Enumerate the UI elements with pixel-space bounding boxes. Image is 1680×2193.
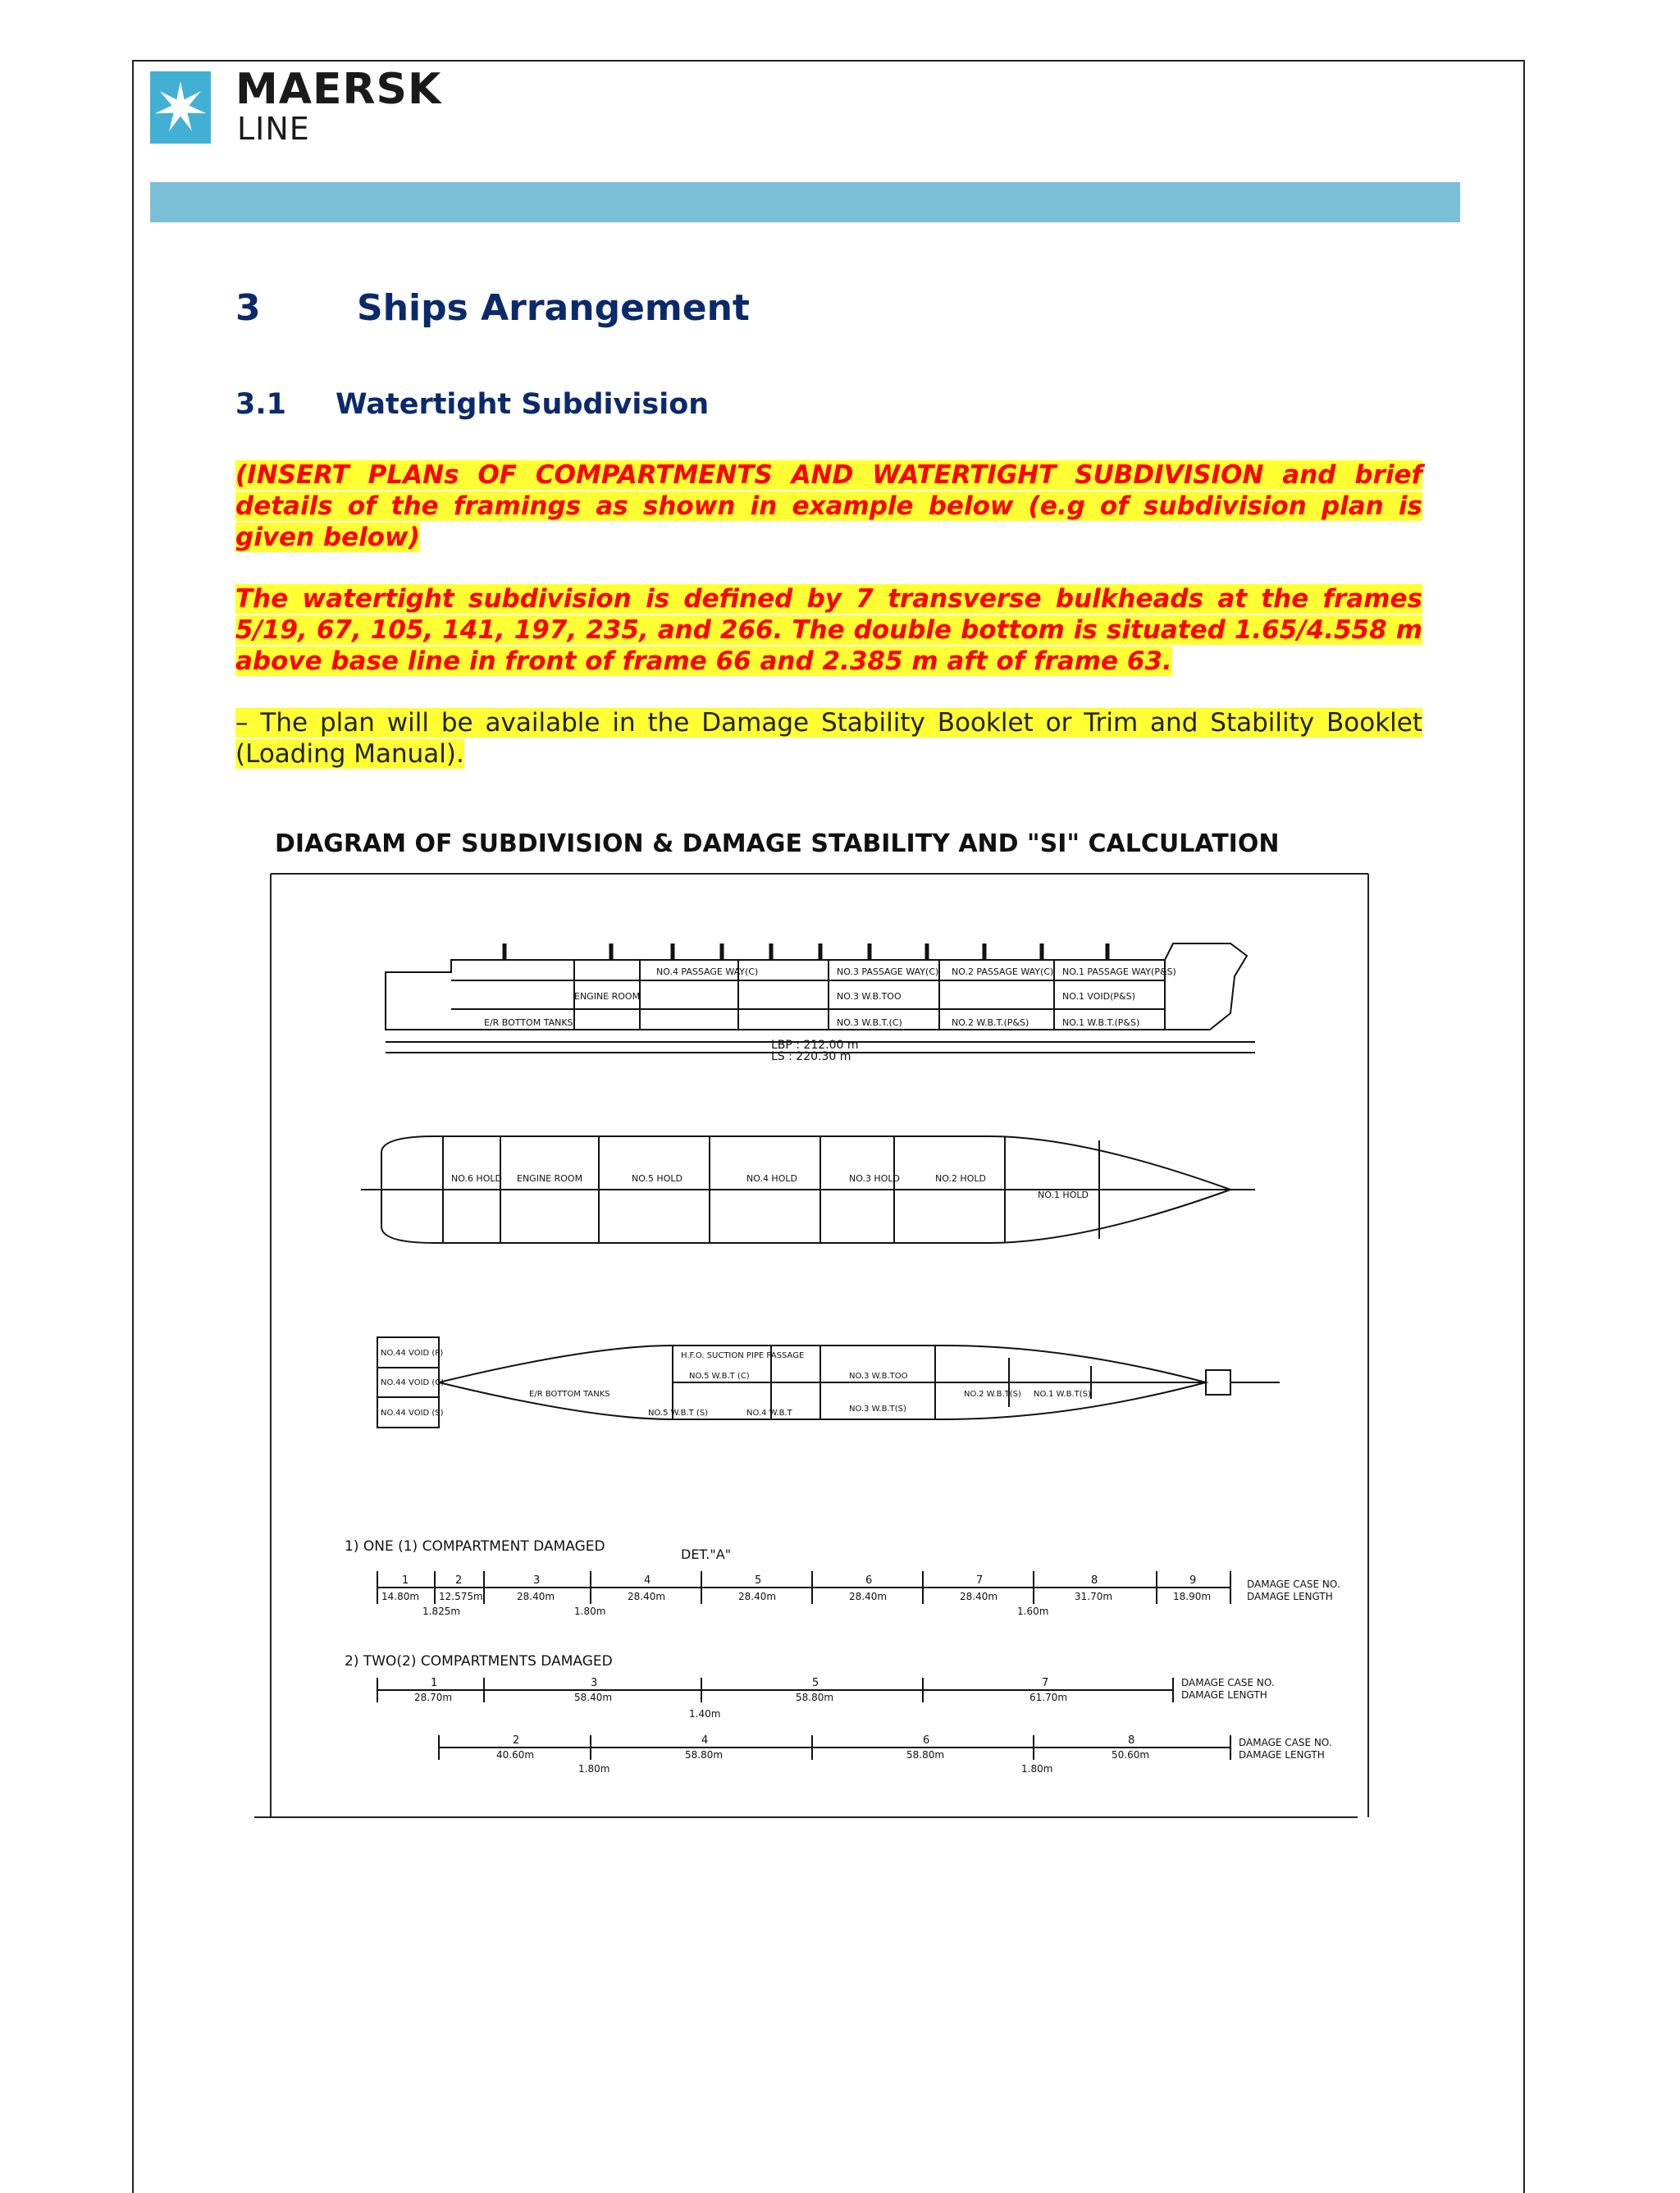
svg-text:NO.4 PASSAGE WAY(C): NO.4 PASSAGE WAY(C) bbox=[656, 966, 759, 977]
svg-text:50.60m: 50.60m bbox=[1112, 1749, 1150, 1761]
svg-text:NO.3 PASSAGE WAY(C): NO.3 PASSAGE WAY(C) bbox=[837, 966, 939, 977]
svg-text:5: 5 bbox=[812, 1677, 819, 1689]
svg-text:28.40m: 28.40m bbox=[517, 1591, 555, 1602]
svg-text:NO.1 VOID(P&S): NO.1 VOID(P&S) bbox=[1062, 991, 1135, 1002]
svg-text:1: 1 bbox=[431, 1677, 438, 1689]
svg-text:NO.5 W.B.T (S): NO.5 W.B.T (S) bbox=[648, 1409, 709, 1418]
svg-text:ENGINE ROOM: ENGINE ROOM bbox=[517, 1173, 583, 1184]
subdivision-description: The watertight subdivision is defined by 7 transverse bulkheads at the frames 5/19, 67, 105, 141, 197, 235, and 266. The double bottom is situated 1.65/4.558 m above base line in front of frame 66 and 2.385 m aft of frame 63. bbox=[235, 584, 1422, 676]
subdivision-diagram bbox=[246, 812, 1378, 1830]
svg-text:1.60m: 1.60m bbox=[1017, 1606, 1049, 1617]
two-compartments-cases bbox=[431, 1677, 1134, 1747]
svg-text:6: 6 bbox=[865, 1574, 873, 1587]
svg-text:58.80m: 58.80m bbox=[685, 1749, 724, 1761]
one-compartment-lengths bbox=[381, 1591, 1211, 1617]
svg-text:40.60m: 40.60m bbox=[496, 1749, 535, 1761]
svg-text:1: 1 bbox=[402, 1574, 409, 1587]
section-title: Ships Arrangement bbox=[357, 287, 750, 329]
svg-text:NO.3 W.B.TOO: NO.3 W.B.TOO bbox=[837, 991, 902, 1002]
svg-text:28.40m: 28.40m bbox=[960, 1591, 998, 1602]
two-compartments-bars bbox=[377, 1678, 1230, 1760]
svg-text:NO.2 PASSAGE WAY(C): NO.2 PASSAGE WAY(C) bbox=[952, 966, 1054, 977]
svg-text:NO.1 W.B.T(S): NO.1 W.B.T(S) bbox=[1034, 1390, 1091, 1399]
two-compartments-label: 2) TWO(2) COMPARTMENTS DAMAGED bbox=[345, 1653, 613, 1670]
svg-text:14.80m: 14.80m bbox=[381, 1591, 420, 1602]
ship-plan-holds bbox=[361, 1136, 1255, 1243]
svg-text:7: 7 bbox=[976, 1574, 984, 1587]
svg-text:5: 5 bbox=[755, 1574, 762, 1587]
svg-text:NO.5 W.B.T (C): NO.5 W.B.T (C) bbox=[689, 1372, 750, 1381]
diagram-title: DIAGRAM OF SUBDIVISION & DAMAGE STABILITY AND "SI" CALCULATION bbox=[275, 829, 1280, 858]
two-damage-case-label-b: DAMAGE CASE NO. bbox=[1239, 1737, 1332, 1748]
svg-text:28.40m: 28.40m bbox=[628, 1591, 666, 1602]
svg-text:9: 9 bbox=[1189, 1574, 1197, 1587]
svg-text:NO.1 W.B.T.(P&S): NO.1 W.B.T.(P&S) bbox=[1062, 1017, 1140, 1028]
svg-text:NO.2 W.B.T(S): NO.2 W.B.T(S) bbox=[964, 1390, 1021, 1399]
star-icon bbox=[150, 71, 211, 144]
svg-text:1.80m: 1.80m bbox=[1021, 1763, 1053, 1775]
svg-text:NO.44 VOID (S): NO.44 VOID (S) bbox=[381, 1409, 444, 1418]
logo-brand: MAERSK bbox=[235, 65, 442, 114]
two-damage-case-label-a: DAMAGE CASE NO. bbox=[1181, 1677, 1275, 1688]
one-damage-length-label: DAMAGE LENGTH bbox=[1247, 1591, 1333, 1602]
logo-sub: LINE bbox=[237, 111, 310, 147]
subsection-title: Watertight Subdivision bbox=[336, 388, 710, 421]
svg-text:7: 7 bbox=[1042, 1677, 1049, 1689]
svg-text:18.90m: 18.90m bbox=[1173, 1591, 1212, 1602]
svg-text:8: 8 bbox=[1128, 1734, 1135, 1747]
two-compartments-lengths bbox=[414, 1692, 1149, 1775]
svg-text:1.80m: 1.80m bbox=[574, 1606, 606, 1617]
svg-text:28.70m: 28.70m bbox=[414, 1692, 453, 1703]
svg-text:NO.4 W.B.T: NO.4 W.B.T bbox=[746, 1409, 792, 1418]
svg-text:2: 2 bbox=[513, 1734, 520, 1747]
svg-text:4: 4 bbox=[644, 1574, 651, 1587]
subsection-number: 3.1 bbox=[235, 388, 287, 421]
svg-text:4: 4 bbox=[701, 1734, 709, 1747]
svg-text:NO.2 W.B.T.(P&S): NO.2 W.B.T.(P&S) bbox=[952, 1017, 1029, 1028]
svg-text:E/R BOTTOM TANKS: E/R BOTTOM TANKS bbox=[484, 1017, 573, 1028]
svg-text:E/R BOTTOM TANKS: E/R BOTTOM TANKS bbox=[529, 1390, 610, 1399]
two-damage-length-label-b: DAMAGE LENGTH bbox=[1239, 1749, 1325, 1761]
svg-text:NO.3 W.B.T(S): NO.3 W.B.T(S) bbox=[849, 1405, 906, 1414]
svg-text:H.F.O. SUCTION PIPE PASSAGE: H.F.O. SUCTION PIPE PASSAGE bbox=[681, 1351, 805, 1360]
svg-text:NO.1 HOLD: NO.1 HOLD bbox=[1038, 1190, 1089, 1200]
ls-label: LS : 220.30 m bbox=[771, 1050, 851, 1063]
svg-text:6: 6 bbox=[923, 1734, 930, 1747]
svg-text:2: 2 bbox=[455, 1574, 463, 1587]
svg-text:NO.3 HOLD: NO.3 HOLD bbox=[849, 1173, 900, 1184]
svg-text:NO.3 W.B.T.(C): NO.3 W.B.T.(C) bbox=[837, 1017, 902, 1028]
svg-text:3: 3 bbox=[591, 1677, 598, 1689]
one-damage-case-label: DAMAGE CASE NO. bbox=[1247, 1579, 1340, 1590]
svg-text:NO.5 HOLD: NO.5 HOLD bbox=[632, 1173, 682, 1184]
svg-text:1.40m: 1.40m bbox=[689, 1708, 721, 1720]
svg-text:12.575m: 12.575m bbox=[439, 1591, 483, 1602]
svg-text:3: 3 bbox=[533, 1574, 541, 1587]
svg-text:NO.2 HOLD: NO.2 HOLD bbox=[935, 1173, 986, 1184]
svg-text:1.80m: 1.80m bbox=[578, 1763, 610, 1775]
svg-text:NO.3 W.B.TOO: NO.3 W.B.TOO bbox=[849, 1372, 908, 1381]
one-compartment-label: 1) ONE (1) COMPARTMENT DAMAGED bbox=[345, 1538, 605, 1555]
svg-text:NO.44 VOID (P): NO.44 VOID (P) bbox=[381, 1349, 444, 1358]
section-heading bbox=[235, 287, 750, 329]
svg-text:28.40m: 28.40m bbox=[849, 1591, 888, 1602]
lbp-label: LBP : 212.00 m bbox=[771, 1039, 859, 1052]
subsection-heading bbox=[235, 388, 709, 421]
svg-text:1.825m: 1.825m bbox=[422, 1606, 461, 1617]
svg-text:58.80m: 58.80m bbox=[906, 1749, 945, 1761]
det-a-label: DET."A" bbox=[681, 1547, 732, 1562]
svg-text:NO.6 HOLD: NO.6 HOLD bbox=[451, 1173, 502, 1184]
section-number: 3 bbox=[235, 287, 261, 329]
svg-text:NO.4 HOLD: NO.4 HOLD bbox=[746, 1173, 797, 1184]
svg-text:28.40m: 28.40m bbox=[738, 1591, 777, 1602]
svg-text:31.70m: 31.70m bbox=[1075, 1591, 1113, 1602]
svg-text:61.70m: 61.70m bbox=[1029, 1692, 1068, 1703]
profile-labels bbox=[484, 966, 1176, 1028]
maersk-logo bbox=[150, 65, 445, 147]
ship-plan-tanks bbox=[377, 1337, 1280, 1428]
hold-labels bbox=[451, 1173, 1089, 1200]
insert-note: (INSERT PLANs OF COMPARTMENTS AND WATERTIGHT SUBDIVISION and brief details of the framings as shown in example below (e.g of subdivision plan is given below) bbox=[235, 460, 1422, 552]
svg-text:NO.1 PASSAGE WAY(P&S): NO.1 PASSAGE WAY(P&S) bbox=[1062, 966, 1176, 977]
one-compartment-cases bbox=[402, 1574, 1196, 1587]
plan-note: – The plan will be available in the Damage Stability Booklet or Trim and Stability Booklet (Loading Manual). bbox=[235, 708, 1422, 769]
svg-text:58.40m: 58.40m bbox=[574, 1692, 613, 1703]
header-bar bbox=[150, 182, 1460, 222]
svg-text:58.80m: 58.80m bbox=[796, 1692, 834, 1703]
two-damage-length-label-a: DAMAGE LENGTH bbox=[1181, 1689, 1267, 1701]
svg-text:8: 8 bbox=[1091, 1574, 1098, 1587]
svg-text:NO.44 VOID (C): NO.44 VOID (C) bbox=[381, 1378, 445, 1387]
svg-text:ENGINE ROOM: ENGINE ROOM bbox=[574, 991, 641, 1002]
